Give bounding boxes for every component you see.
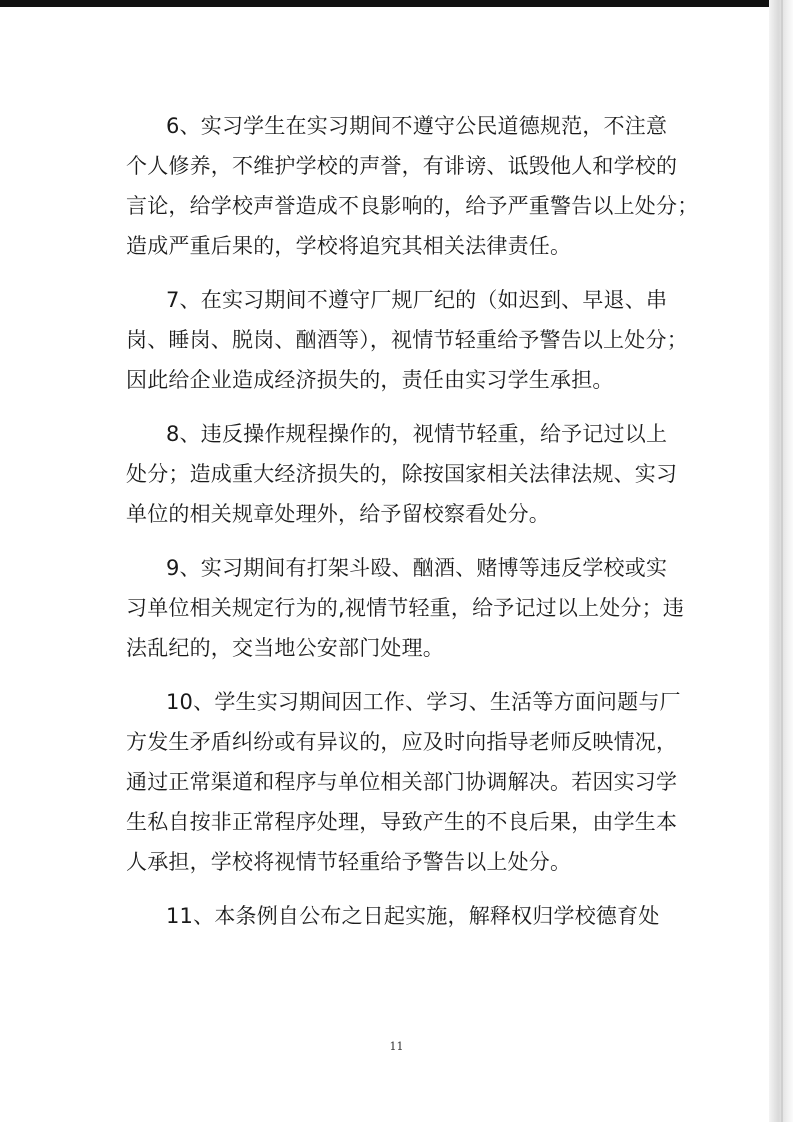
paragraph-10 bbox=[126, 682, 682, 882]
document-body bbox=[126, 106, 699, 936]
paragraph-line: 方发生矛盾纠纷或有异议的，应及时向指导老师反映情况， bbox=[126, 730, 678, 754]
paragraph-line: 岗、睡岗、脱岗、酗酒等），视情节轻重给予警告以上处分； bbox=[126, 328, 688, 352]
paragraph-line: 言论，给学校声誉造成不良影响的，给予严重警告以上处分； bbox=[126, 194, 699, 218]
paragraph-9 bbox=[126, 548, 685, 668]
paragraph-line: 通过正常渠道和程序与单位相关部门协调解决。若因实习学 bbox=[126, 770, 678, 794]
scan-top-border bbox=[0, 0, 793, 7]
paragraph-line: 法乱纪的，交当地公安部门处理。 bbox=[126, 636, 444, 660]
paragraph-line: 8、违反操作规程操作的，视情节轻重，给予记过以上 bbox=[166, 422, 668, 446]
scan-right-edge-line bbox=[781, 0, 783, 1122]
paragraph-8 bbox=[126, 414, 682, 534]
paragraph-line: 生私自按非正常程序处理，导致产生的不良后果，由学生本 bbox=[126, 810, 678, 834]
paragraph-line: 习单位相关规定行为的,视情节轻重，给予记过以上处分；违 bbox=[126, 596, 685, 620]
paragraph-line: 处分；造成重大经济损失的，除按国家相关法律法规、实习 bbox=[126, 462, 678, 486]
paragraph-line: 11、本条例自公布之日起实施，解释权归学校德育处 bbox=[166, 904, 660, 928]
paragraph-line: 人承担，学校将视情节轻重给予警告以上处分。 bbox=[126, 850, 572, 874]
paragraph-line: 个人修养，不维护学校的声誉，有诽谤、诋毁他人和学校的 bbox=[126, 154, 678, 178]
page-number: 11 bbox=[389, 1040, 404, 1053]
paragraph-line: 单位的相关规章处理外，给予留校察看处分。 bbox=[126, 502, 550, 526]
paragraph-11 bbox=[126, 896, 682, 936]
paragraph-line: 7、在实习期间不遵守厂规厂纪的（如迟到、早退、串 bbox=[166, 288, 668, 312]
paragraph-line: 因此给企业造成经济损失的，责任由实习学生承担。 bbox=[126, 368, 614, 392]
paragraph-7 bbox=[126, 280, 688, 400]
paragraph-line: 6、实习学生在实习期间不遵守公民道德规范，不注意 bbox=[166, 114, 668, 138]
paragraph-6 bbox=[126, 106, 699, 266]
paragraph-line: 9、实习期间有打架斗殴、酗酒、赌博等违反学校或实 bbox=[166, 556, 668, 580]
paragraph-line: 造成严重后果的，学校将追究其相关法律责任。 bbox=[126, 234, 572, 258]
paragraph-line: 10、学生实习期间因工作、学习、生活等方面问题与厂 bbox=[166, 690, 681, 714]
